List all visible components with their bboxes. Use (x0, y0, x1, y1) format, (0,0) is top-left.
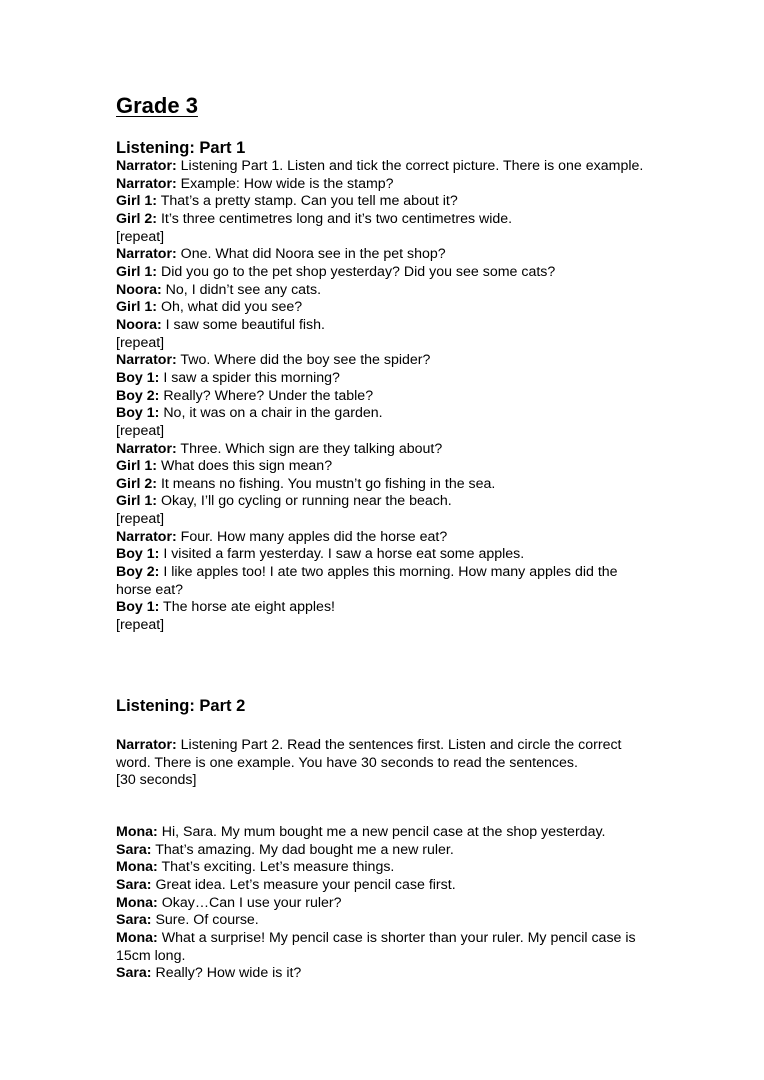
line-text: No, I didn’t see any cats. (165, 281, 322, 298)
part2-transcript (116, 824, 656, 983)
line-text: It means no fishing. You mustn’t go fishing in the sea. (160, 475, 496, 492)
transcript-line (116, 617, 656, 635)
transcript-line (116, 405, 656, 423)
transcript-line (116, 511, 656, 529)
transcript-line (116, 965, 656, 983)
speaker-label: Noora: (116, 316, 162, 333)
transcript-line (116, 352, 656, 370)
speaker-label: Girl 1: (116, 458, 157, 475)
line-text: I saw some beautiful fish. (165, 316, 325, 333)
transcript-line (116, 229, 656, 247)
line-text: What a surprise! My pencil case is shorter than your ruler. My pencil case is 15cm long. (116, 929, 636, 964)
speaker-label: Girl 2: (116, 475, 157, 492)
line-text: Two. Where did the boy see the spider? (180, 352, 431, 369)
transcript-line (116, 299, 656, 317)
line-text: What does this sign mean? (160, 458, 333, 475)
speaker-label: Girl 1: (116, 493, 157, 510)
transcript-line (116, 859, 656, 877)
line-text: Okay…Can I use your ruler? (161, 894, 342, 911)
line-text: Sure. Of course. (155, 912, 259, 929)
line-text: Four. How many apples did the horse eat? (180, 528, 448, 545)
transcript-line (116, 564, 656, 599)
transcript-line (116, 370, 656, 388)
line-text: Listening Part 1. Listen and tick the correct picture. There is one example. (180, 158, 644, 174)
part1-heading: Listening: Part 1 (116, 139, 246, 157)
line-text: No, it was on a chair in the garden. (163, 405, 383, 422)
transcript-line (116, 264, 656, 282)
speaker-label: Boy 1: (116, 405, 160, 422)
speaker-label: Mona: (116, 894, 158, 911)
speaker-label: Boy 1: (116, 546, 160, 563)
transcript-line (116, 176, 656, 194)
line-text: It’s three centimetres long and it’s two centimetres wide. (160, 210, 513, 227)
transcript-line (116, 493, 656, 511)
transcript-line (116, 211, 656, 229)
line-text: I visited a farm yesterday. I saw a horse eat some apples. (163, 546, 525, 563)
line-text: One. What did Noora see in the pet shop? (180, 246, 446, 263)
line-text: Great idea. Let’s measure your pencil case first. (155, 876, 456, 893)
line-text: Did you go to the pet shop yesterday? Did you see some cats? (160, 263, 556, 280)
line-text: Hi, Sara. My mum bought me a new pencil case at the shop yesterday. (161, 824, 606, 840)
line-text: [repeat] (116, 511, 165, 528)
transcript-line (116, 772, 656, 790)
speaker-label: Mona: (116, 929, 158, 946)
line-text: The horse ate eight apples! (163, 599, 335, 616)
transcript-line (116, 737, 656, 772)
speaker-label: Narrator: (116, 440, 177, 457)
transcript-line (116, 842, 656, 860)
speaker-label: Noora: (116, 281, 162, 298)
speaker-label: Mona: (116, 859, 158, 876)
transcript-line (116, 282, 656, 300)
line-text: Three. Which sign are they talking about? (180, 440, 443, 457)
transcript-line (116, 824, 656, 842)
speaker-label: Boy 1: (116, 599, 160, 616)
speaker-label: Boy 1: (116, 369, 160, 386)
transcript-line (116, 895, 656, 913)
line-text: [repeat] (116, 334, 165, 351)
transcript-line (116, 930, 656, 965)
transcript-line (116, 317, 656, 335)
speaker-label: Girl 1: (116, 263, 157, 280)
line-text: [repeat] (116, 617, 165, 634)
speaker-label: Girl 2: (116, 210, 157, 227)
speaker-label: Narrator: (116, 528, 177, 545)
transcript-line (116, 246, 656, 264)
line-text: I saw a spider this morning? (163, 369, 340, 386)
part2-intro (116, 737, 656, 790)
transcript-line (116, 441, 656, 459)
transcript-line (116, 529, 656, 547)
line-text: Really? Where? Under the table? (163, 387, 374, 404)
speaker-label: Narrator: (116, 737, 177, 753)
line-text: Oh, what did you see? (160, 299, 303, 316)
speaker-label: Girl 1: (116, 299, 157, 316)
speaker-label: Boy 2: (116, 564, 160, 581)
line-text: [repeat] (116, 422, 165, 439)
transcript-line (116, 423, 656, 441)
transcript-line (116, 335, 656, 353)
line-text: That’s a pretty stamp. Can you tell me about it? (160, 193, 458, 210)
line-text: [repeat] (116, 228, 165, 245)
line-text: Example: How wide is the stamp? (180, 175, 394, 192)
line-text: Okay, I’ll go cycling or running near the beach. (160, 493, 452, 510)
line-text: [30 seconds] (116, 772, 197, 789)
speaker-label: Narrator: (116, 175, 177, 192)
transcript-line (116, 476, 656, 494)
transcript-line (116, 912, 656, 930)
speaker-label: Boy 2: (116, 387, 160, 404)
transcript-line (116, 158, 656, 176)
speaker-label: Narrator: (116, 352, 177, 369)
speaker-label: Mona: (116, 824, 158, 840)
speaker-label: Sara: (116, 876, 152, 893)
transcript-line (116, 599, 656, 617)
part1-transcript (116, 158, 656, 635)
line-text: That’s amazing. My dad bought me a new ruler. (155, 841, 454, 858)
transcript-line (116, 388, 656, 406)
speaker-label: Narrator: (116, 246, 177, 263)
speaker-label: Sara: (116, 965, 152, 982)
transcript-line (116, 458, 656, 476)
part2-heading: Listening: Part 2 (116, 697, 246, 715)
transcript-line (116, 546, 656, 564)
line-text: Listening Part 2. Read the sentences first. Listen and circle the correct word. There is one example. You have 30 seconds to read the sentences. (116, 737, 622, 771)
speaker-label: Narrator: (116, 158, 177, 174)
transcript-line (116, 877, 656, 895)
speaker-label: Sara: (116, 841, 152, 858)
line-text: Really? How wide is it? (155, 965, 302, 982)
transcript-line (116, 193, 656, 211)
speaker-label: Girl 1: (116, 193, 157, 210)
page-title: Grade 3 (116, 93, 198, 118)
line-text: I like apples too! I ate two apples this morning. How many apples did the horse eat? (116, 564, 618, 598)
line-text: That’s exciting. Let’s measure things. (161, 859, 395, 876)
speaker-label: Sara: (116, 912, 152, 929)
